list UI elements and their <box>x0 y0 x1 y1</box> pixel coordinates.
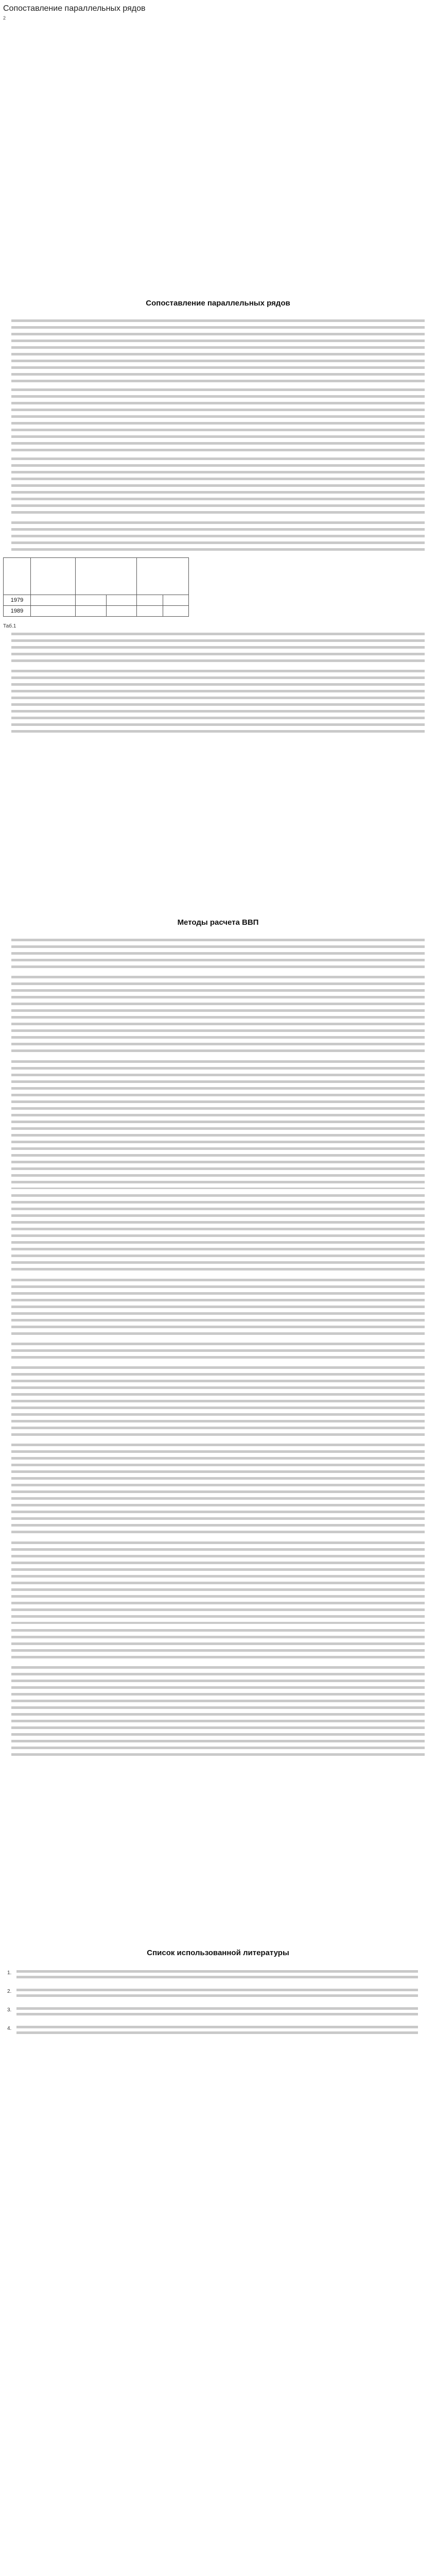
text-block <box>11 319 425 384</box>
text-block <box>11 633 425 665</box>
reference-number: 4. <box>7 2026 12 2031</box>
section-heading-2: Методы расчета ВВП <box>177 918 259 927</box>
text-block <box>11 457 425 516</box>
table-header-cell <box>137 558 189 595</box>
reference-number: 2. <box>7 1989 12 1994</box>
page-number: 2 <box>3 15 6 21</box>
text-block <box>11 1629 425 1661</box>
table-header-cell <box>76 558 137 595</box>
table-cell: 1989 <box>4 606 31 617</box>
table-cell <box>137 595 163 606</box>
table-row <box>4 606 189 617</box>
reference-item <box>16 1989 418 1998</box>
text-block <box>11 939 425 971</box>
reference-item <box>16 2026 418 2035</box>
reference-item <box>16 2007 418 2016</box>
table-cell: 1979 <box>4 595 31 606</box>
table-cell <box>106 606 137 617</box>
table-header-cell <box>31 558 76 595</box>
table-cell <box>163 606 189 617</box>
table-cell <box>31 606 76 617</box>
text-block <box>11 1060 425 1189</box>
text-block <box>11 521 425 553</box>
text-block <box>11 976 425 1055</box>
text-block <box>11 670 425 735</box>
text-block <box>11 1366 425 1438</box>
text-block <box>11 1194 425 1274</box>
reference-number: 1. <box>7 1970 12 1976</box>
text-block <box>11 1444 425 1536</box>
text-block <box>11 1343 425 1361</box>
document-title: Сопоставление параллельных рядов <box>3 4 146 13</box>
table-cell <box>137 606 163 617</box>
text-block <box>11 1279 425 1337</box>
table-cell <box>31 595 76 606</box>
table-cell <box>76 606 107 617</box>
table-header-cell <box>4 558 31 595</box>
table-caption: Таб.1 <box>3 623 16 629</box>
table-cell <box>163 595 189 606</box>
reference-number: 3. <box>7 2007 12 2013</box>
data-table <box>3 557 189 617</box>
text-block <box>11 388 425 453</box>
reference-item <box>16 1970 418 1979</box>
section-heading-3: Список использованной литературы <box>147 1948 289 1957</box>
table-cell <box>76 595 107 606</box>
text-block <box>11 1666 425 1759</box>
text-block <box>11 1541 425 1624</box>
section-heading-1: Сопоставление параллельных рядов <box>146 299 290 308</box>
table-cell <box>106 595 137 606</box>
table-row <box>4 595 189 606</box>
